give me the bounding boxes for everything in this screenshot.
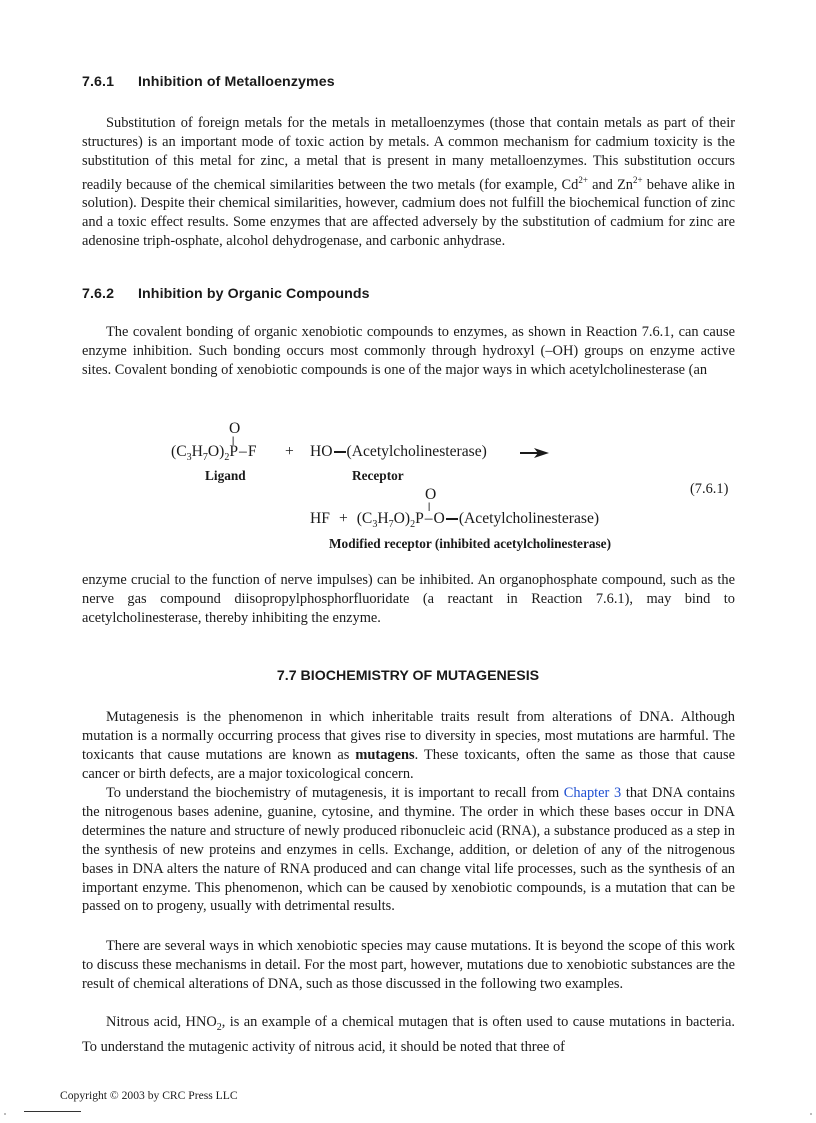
section-title: Inhibition of Metalloenzymes xyxy=(138,74,335,90)
reaction-arrow-icon xyxy=(520,447,550,459)
footer-rule xyxy=(24,1111,81,1112)
page-corner-mark xyxy=(810,1113,812,1115)
text-run: Nitrous acid, HNO xyxy=(106,1014,217,1030)
subscript: 3 xyxy=(186,452,192,464)
section-title: Inhibition by Organic Compounds xyxy=(138,286,370,302)
text-run: P xyxy=(229,443,239,460)
text-run: (Acetylcholinesterase) xyxy=(458,510,600,527)
text-run: enzyme crucial to the function of nerve impulses) can be inhibited. An organophosphate compound, such as the nerve gas compound diisopropylphosphorfluoridate (a reactant in Reaction 7.6.1), may bind to acetylcholinesterase, thereby inhibiting the enzyme. xyxy=(82,572,735,626)
equation-number: (7.6.1) xyxy=(690,481,729,497)
plus-sign: + xyxy=(338,510,348,527)
page-corner-mark xyxy=(4,1113,6,1115)
section-heading-7-7: 7.7 BIOCHEMISTRY OF MUTAGENESIS xyxy=(276,668,540,684)
text-run: H xyxy=(377,510,389,527)
text-run: The covalent bonding of organic xenobiotic compounds to enzymes, as shown in Reaction 7.6.1, can cause enzyme inhibition. Such bonding occurs most commonly through hydroxyl (–OH) groups on enzyme active sites. Covalent bonding of xenobiotic compounds is one of the major ways in which acetylcholinesterase (an xyxy=(82,324,735,378)
bond: – xyxy=(424,510,433,527)
bond: – xyxy=(239,443,247,460)
oxygen-atom-top: O xyxy=(229,420,241,437)
oxygen-atom-product: O xyxy=(425,486,437,503)
paragraph-nitrous-acid xyxy=(82,1013,735,1057)
plus-sign: + xyxy=(285,443,294,460)
modified-receptor-label: Modified receptor (inhibited acetylcholinesterase) xyxy=(329,536,612,551)
text-run: and Zn xyxy=(587,176,634,193)
text-run: There are several ways in which xenobiotic species may cause mutations. It is beyond the scope of this work to discuss these mechanisms in detail. For the most part, however, mutations due to xenobiotic substances are the result of chemical alterations of DNA, such as those discussed in the following two examples. xyxy=(82,938,735,992)
bold-term: mutagens xyxy=(355,746,415,763)
section-heading-7-6-1 xyxy=(82,74,335,90)
subscript: 3 xyxy=(372,519,378,531)
charge-superscript: 2+ xyxy=(578,174,588,185)
reactant-formula xyxy=(171,443,257,463)
paragraph-acetylcholinesterase xyxy=(82,571,735,628)
text-run: To understand the biochemistry of mutagenesis, it is important to recall from xyxy=(106,785,564,801)
text-run: O) xyxy=(393,510,411,527)
text-run: O xyxy=(433,510,445,527)
subscript: 2 xyxy=(216,1021,222,1033)
text-run: Mutagenesis is the phenomenon in which inheritable traits result from alterations of DNA. Although mutation is a normally occurring process that gives rise to diversity in species, most mutations are harmful. The toxicants that cause mutations are known as xyxy=(82,709,735,763)
text-run: (Acetylcholinesterase) xyxy=(346,443,487,460)
ligand-label: Ligand xyxy=(205,468,246,483)
paragraph-dna-bases xyxy=(82,784,735,916)
subscript: 2 xyxy=(224,452,230,464)
text-run: H xyxy=(191,443,203,460)
paragraph-mutagenesis xyxy=(82,708,735,784)
section-number: 7.6.1 xyxy=(82,74,115,90)
text-run: that DNA contains the nitrogenous bases adenine, guanine, cytosine, and thymine. The order in which these bases occur in DNA determines the nature and structure of newly produced ribonucleic acid (RNA), a substance produced as a step in the synthesis of new proteins and enzymes in cells. Exchange, addition, or deletion of any of the nitrogenous bases in DNA alters the nature of RNA produced and can change vital life processes, such as the synthesis of an important enzyme. This phenomenon, which can be caused by xenobiotic compounds, is a mutation that can be passed on to progeny, usually with detrimental results. xyxy=(82,785,735,915)
paragraph-organic-compounds xyxy=(82,323,735,380)
chapter-3-link[interactable]: Chapter 3 xyxy=(563,785,622,801)
double-bond-mark: || xyxy=(428,501,430,511)
text-run: F xyxy=(247,443,257,460)
text-run: (C xyxy=(171,443,187,460)
section-number: 7.6.2 xyxy=(82,286,115,302)
text-run: . These toxicants, often the same as those that cause cancer or birth defects, are a major toxicological concern. xyxy=(82,746,735,782)
copyright-footer: Copyright © 2003 by CRC Press LLC xyxy=(60,1089,238,1102)
paragraph-mechanisms xyxy=(82,937,735,994)
text-run: HO xyxy=(310,443,333,460)
subscript: 7 xyxy=(388,519,394,531)
receptor-formula xyxy=(310,443,487,461)
paragraph-metalloenzymes xyxy=(82,114,735,251)
text-run: (C xyxy=(356,510,373,527)
subscript: 7 xyxy=(202,452,208,464)
charge-superscript: 2+ xyxy=(633,174,643,185)
text-run: behave alike in solution). Despite their chemical similarities, however, cadmium does not fulfill the biochemical function of zinc and a toxic effect results. Some enzymes that are affected adversely by the substitution of cadmium for zinc are adenosine triph-osphate, alcohol dehydrogenase, and carbonic anhydrase. xyxy=(82,176,736,250)
text-run: HF xyxy=(310,510,330,527)
subscript: 2 xyxy=(410,519,416,531)
text-run: O) xyxy=(207,443,225,460)
text-run: P xyxy=(415,510,424,527)
text-run: , is an example of a chemical mutagen that is often used to cause mutations in bacteria. To understand the mutagenic activity of nitrous acid, it should be noted that three of xyxy=(82,1014,735,1055)
bond-line xyxy=(334,451,346,453)
product-formula xyxy=(310,510,599,530)
text-run: Substitution of foreign metals for the metals in metalloenzymes (those that contain metals as part of their structures) is an important mode of toxic action by metals. A common mechanism for cadmium toxicity is the substitution of this metal for zinc, a metal that is present in many metalloenzymes. This substitution occurs readily because of the chemical similarities between the two metals (for example, Cd xyxy=(82,115,735,193)
bond-line xyxy=(446,518,458,520)
receptor-label: Receptor xyxy=(352,468,404,483)
double-bond-mark: || xyxy=(232,435,234,445)
section-heading-7-6-2 xyxy=(82,286,370,302)
